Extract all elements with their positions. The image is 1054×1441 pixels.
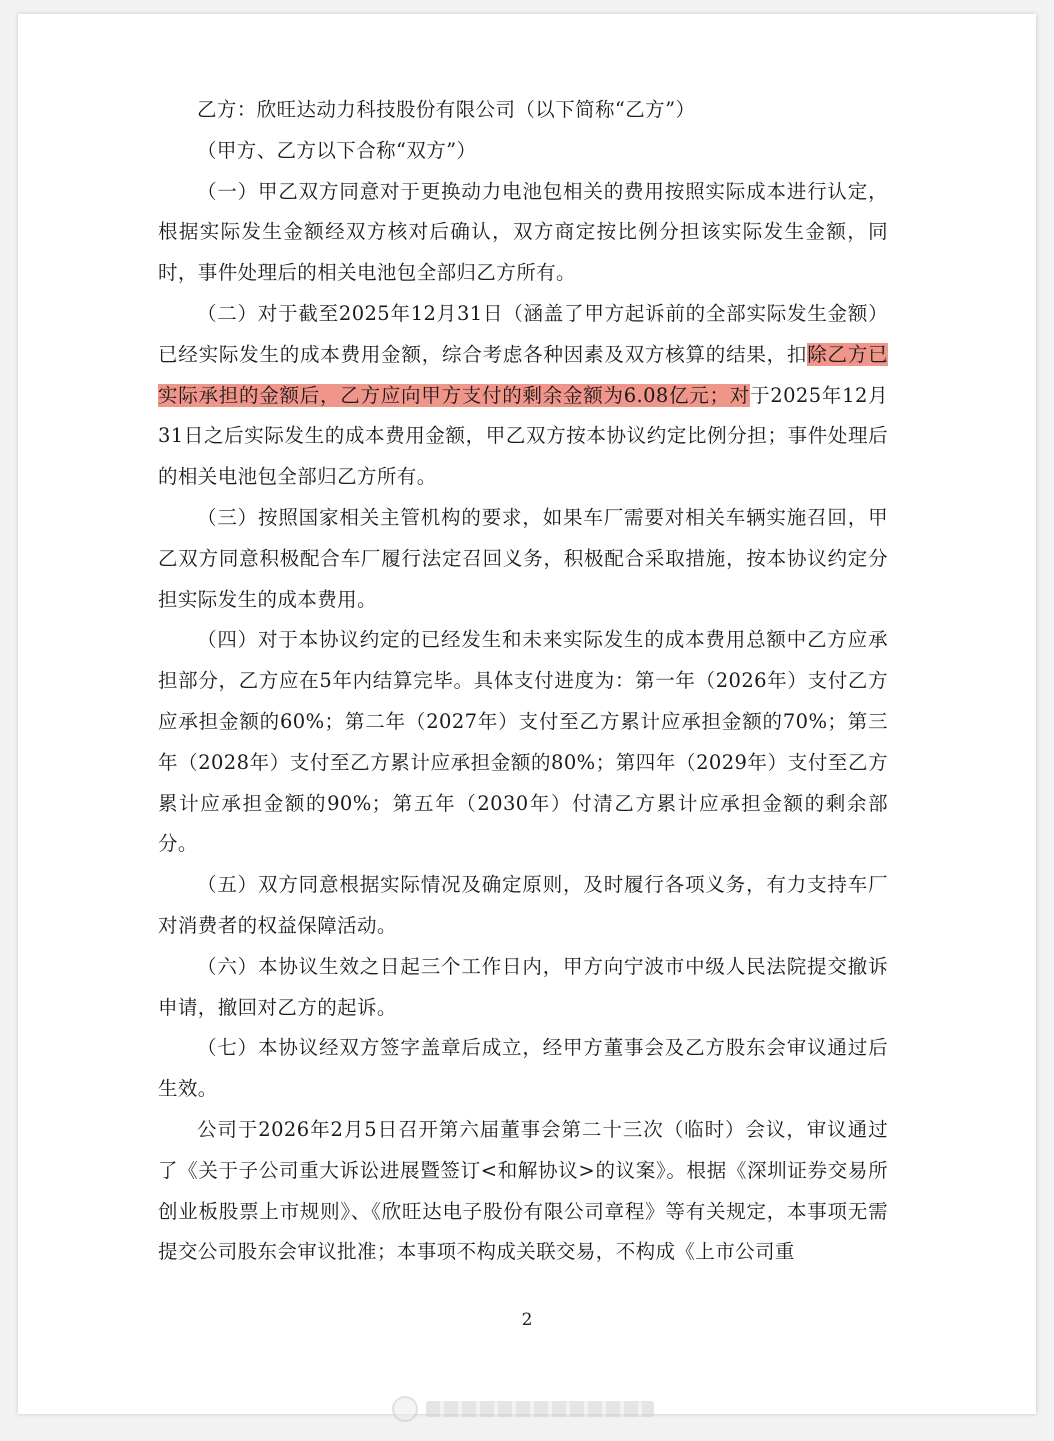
parties-collective-line: （甲方、乙方以下合称“双方”）	[197, 138, 477, 162]
clause-6: （六）本协议生效之日起三个工作日内，甲方向宁波市中级人民法院提交撤诉申请，撤回对乙方的起诉。	[158, 954, 888, 1019]
clause-5: （五）双方同意根据实际情况及确定原则，及时履行各项义务，有力支持车厂对消费者的权益保障活动。	[158, 873, 888, 937]
clause-3: （三）按照国家相关主管机构的要求，如果车厂需要对相关车辆实施召回，甲乙双方同意积极配合车厂履行法定召回义务，积极配合采取措施，按本协议约定分担实际发生的成本费用。	[158, 505, 888, 611]
party-b-line: 乙方：欣旺达动力科技股份有限公司（以下简称“乙方”）	[197, 98, 696, 121]
clause-4: （四）对于本协议约定的已经发生和未来实际发生的成本费用总额中乙方应承担部分，乙方应在5年内结算完毕。具体支付进度为：第一年（2026年）支付乙方应承担金额的60%；第二年（2027年）支付至乙方累计应承担金额的70%；第三年（2028年）支付至乙方累计应承担金额的80%；第四年（2029年）支付至乙方累计应承担金额的90%；第五年（2030年）付清乙方累计应承担金额的剩余部分。	[158, 628, 888, 856]
clause-2-highlighted-text: 除乙方已实际承担的金额后，乙方应向甲方支付的剩余金额为6.08亿元；对	[158, 342, 888, 407]
clause-2	[158, 294, 888, 498]
document-body	[158, 90, 888, 1273]
document-page	[18, 14, 1036, 1414]
watermark-text-blur	[426, 1401, 654, 1417]
board-resolution-paragraph: 公司于2026年2月5日召开第六届董事会第二十三次（临时）会议，审议通过了《关于子公司重大诉讼进展暨签订<和解协议>的议案》。根据《深圳证券交易所创业板股票上市规则》、《欣旺达电子股份有限公司章程》等有关规定，本事项无需提交公司股东会审议批准；本事项不构成关联交易，不构成《上市公司重	[158, 1117, 888, 1264]
clause-2-text-after: 于2025年12月31日之后实际发生的成本费用金额，甲乙双方按本协议约定比例分担；事件处理后的相关电池包全部归乙方所有。	[158, 383, 888, 489]
clause-7: （七）本协议经双方签字盖章后成立，经甲方董事会及乙方股东会审议通过后生效。	[158, 1036, 888, 1101]
watermark	[392, 1392, 654, 1426]
clause-2-text-before: （二）对于截至2025年12月31日（涵盖了甲方起诉前的全部实际发生金额）已经实际发生的成本费用金额，综合考虑各种因素及双方核算的结果，扣	[158, 301, 888, 366]
clause-1: （一）甲乙双方同意对于更换动力电池包相关的费用按照实际成本进行认定，根据实际发生金额经双方核对后确认，双方商定按比例分担该实际发生金额，同时，事件处理后的相关电池包全部归乙方所有。	[158, 179, 888, 285]
page-number: 2	[521, 1310, 533, 1330]
watermark-logo-icon	[392, 1396, 418, 1422]
